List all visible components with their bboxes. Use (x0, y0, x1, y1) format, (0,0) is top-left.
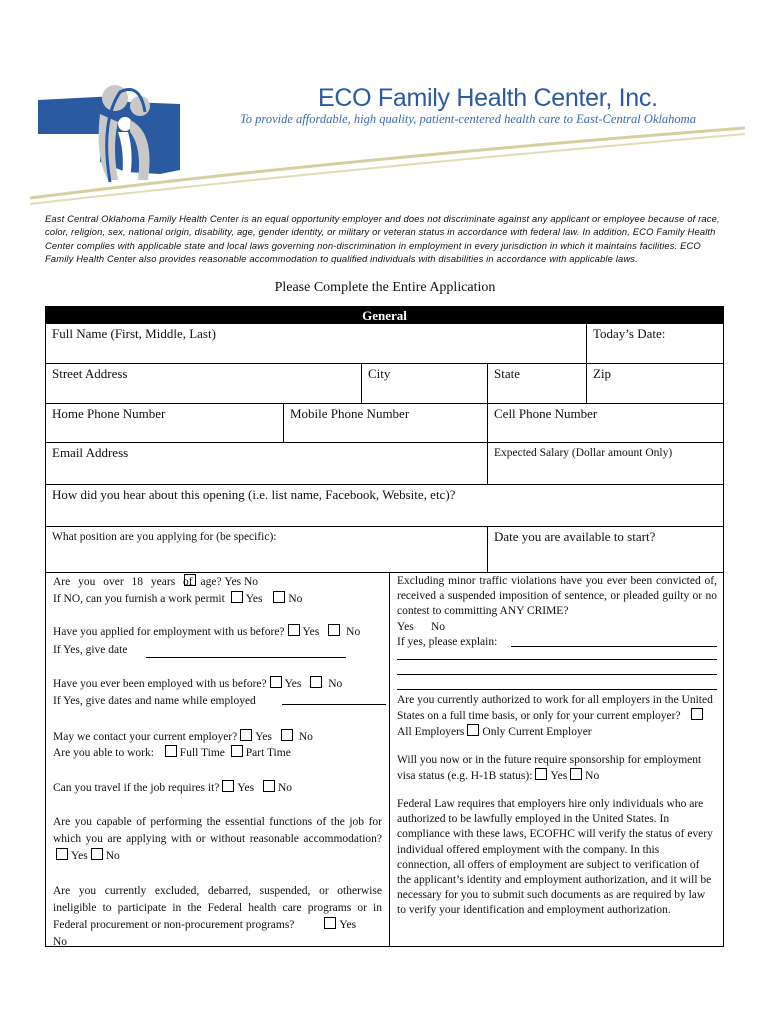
age-label: Are you over 18 years of age? (53, 576, 222, 588)
expected-salary-field[interactable] (488, 443, 723, 485)
contact-yes-checkbox[interactable] (240, 729, 252, 741)
travel-question (53, 780, 388, 796)
sponsorship-question (397, 753, 713, 784)
permit-label: If NO, can you furnish a work permit (53, 593, 225, 605)
street-label: Street Address (52, 366, 128, 381)
employed-dates-line[interactable] (282, 704, 386, 705)
available-date-field[interactable] (488, 527, 723, 573)
street-address-field[interactable] (46, 364, 362, 404)
home-phone-label: Home Phone Number (52, 406, 166, 421)
travel-no-label: No (278, 782, 293, 794)
federal-law-text: Federal Law requires that employers hire only individuals who are authorized to be lawfully employed in the United States. In compliance with these laws, ECOFHC will verify the status of every individual offered employment with the company. In this connection, all offers of employment are subject to verification of the applicant’s identity and employment authorization, and it will be necessary for you to submit such documents as are required by law to verify your identification and employment authorization. (397, 798, 713, 917)
cell-phone-label: Cell Phone Number (494, 406, 598, 421)
todays-date-label: Today’s Date: (593, 326, 666, 341)
org-tagline: To provide affordable, high quality, patient-centered health care to East-Central Oklahoma (240, 112, 696, 126)
home-phone-field[interactable] (46, 404, 284, 443)
essential-yes-checkbox[interactable] (56, 848, 68, 860)
applied-no-checkbox[interactable] (328, 624, 340, 636)
explain-line-2[interactable] (397, 659, 717, 660)
able-to-work-label: Are you able to work: (53, 747, 154, 759)
explain-line-1[interactable] (511, 646, 717, 647)
cell-phone-field[interactable] (488, 404, 723, 443)
excluded-question (53, 883, 382, 951)
contact-employer-question (53, 729, 388, 745)
contact-employer-label: May we contact your current employer? (53, 731, 238, 743)
full-time-label: Full Time (179, 747, 225, 759)
work-permit-question (53, 591, 383, 607)
todays-date-field[interactable] (587, 324, 723, 364)
mobile-phone-field[interactable] (284, 404, 488, 443)
permit-no-label: No (288, 593, 303, 605)
employed-yes-label: Yes (284, 678, 302, 690)
position-field[interactable] (46, 527, 488, 573)
applied-date-line[interactable] (146, 657, 346, 658)
full-name-label: Full Name (First, Middle, Last) (52, 326, 216, 341)
state-field[interactable] (488, 364, 587, 404)
application-form (45, 306, 724, 947)
permit-no-checkbox[interactable] (273, 591, 285, 603)
essential-functions-label: Are you capable of performing the essential functions of the job for which you are applying with or without reasonable accommodation? (53, 816, 382, 845)
employed-before-label: Have you ever been employed with us before? (53, 678, 267, 690)
permit-yes-label: Yes (245, 593, 263, 605)
sponsorship-label: Will you now or in the future require sponsorship for employment visa status (e.g. H-1B status): (397, 754, 702, 783)
position-label: What position are you applying for (be specific): (52, 531, 277, 543)
state-label: State (494, 366, 520, 381)
full-name-field[interactable] (46, 324, 587, 364)
travel-no-checkbox[interactable] (263, 780, 275, 792)
application-title: Please Complete the Entire Application (274, 280, 496, 295)
zip-field[interactable] (587, 364, 723, 404)
travel-label: Can you travel if the job requires it? (53, 782, 220, 794)
employed-dates-label: If Yes, give dates and name while employed (53, 695, 256, 707)
only-current-checkbox[interactable] (467, 724, 479, 736)
salary-label: Expected Salary (Dollar amount Only) (494, 447, 673, 459)
hear-about-field[interactable] (46, 485, 723, 527)
available-label: Date you are available to start? (494, 529, 656, 544)
applied-before-label: Have you applied for employment with us before? (53, 626, 285, 638)
city-label: City (368, 366, 391, 381)
sponsorship-yes-label: Yes (550, 770, 568, 783)
column-divider (389, 573, 390, 947)
zip-label: Zip (593, 366, 612, 381)
part-time-label: Part Time (245, 747, 291, 759)
part-time-checkbox[interactable] (231, 745, 243, 757)
sponsorship-no-label: No (585, 770, 600, 783)
sponsorship-no-checkbox[interactable] (570, 768, 582, 780)
header-swoosh (30, 120, 745, 210)
federal-law-notice (397, 797, 715, 919)
age-checkbox[interactable] (184, 574, 196, 586)
applied-date-label: If Yes, give date (53, 644, 128, 656)
crime-question (397, 574, 717, 619)
essential-no-label: No (105, 850, 120, 862)
age-question (53, 574, 383, 590)
only-current-label: Only Current Employer (482, 726, 592, 739)
travel-yes-label: Yes (237, 782, 255, 794)
travel-yes-checkbox[interactable] (222, 780, 234, 792)
employed-before-question (53, 676, 388, 692)
all-employers-label: All Employers (397, 726, 465, 739)
applied-before-question (53, 624, 388, 640)
applied-no-label: No (346, 626, 361, 638)
applied-yes-checkbox[interactable] (288, 624, 300, 636)
applied-yes-label: Yes (302, 626, 320, 638)
contact-no-label: No (298, 731, 313, 743)
crime-yes-no-label: Yes No (397, 621, 446, 633)
excluded-yes-checkbox[interactable] (324, 917, 336, 929)
applied-date-question (53, 642, 127, 658)
employed-no-label: No (328, 678, 343, 690)
mobile-phone-label: Mobile Phone Number (290, 406, 410, 421)
eeo-statement: East Central Oklahoma Family Health Center is an equal opportunity employer and does not discriminate against any applicant or employee because of race, color, religion, sex, national origin, disability, age, gender identity, or military or veteran status in accordance with federal law. In addition, ECO Family Health Center complies with applicable state and local laws governing non-discrimination in employment in every jurisdiction in which it maintains facilities. ECO Family Health Center also provides reasonable accommodation to qualified individuals with disabilities in accordance with applicable laws. (45, 213, 720, 264)
excluded-no-label[interactable]: No (53, 936, 68, 948)
essential-no-checkbox[interactable] (91, 848, 103, 860)
employed-dates-question (53, 693, 256, 709)
email-label: Email Address (52, 445, 129, 460)
crime-yes-no[interactable] (397, 619, 445, 635)
crime-label: Excluding minor traffic violations have you ever been convicted of, received a suspended imposition of sentence, or pleaded guilty or no contest to committing ANY CRIME? (397, 575, 717, 617)
employed-yes-checkbox[interactable] (270, 676, 282, 688)
contact-yes-label: Yes (255, 731, 272, 743)
explain-line-4[interactable] (397, 689, 717, 690)
section-header-general: General (46, 307, 723, 324)
authorized-question (397, 693, 713, 741)
essential-functions-question (53, 814, 382, 865)
excluded-label: Are you currently excluded, debarred, suspended, or otherwise ineligible to participate in the Federal health care programs or in Federal procurement or non-procurement programs? (53, 885, 382, 931)
all-employers-checkbox[interactable] (691, 708, 703, 720)
permit-yes-checkbox[interactable] (231, 591, 243, 603)
excluded-yes-label: Yes (339, 919, 357, 931)
contact-no-checkbox[interactable] (281, 729, 293, 741)
explain-line-3[interactable] (397, 674, 717, 675)
authorized-label: Are you currently authorized to work for all employers in the United States on a full time basis, or only for your current employer? (397, 694, 713, 723)
full-time-checkbox[interactable] (165, 745, 177, 757)
employed-no-checkbox[interactable] (310, 676, 322, 688)
essential-yes-label: Yes (71, 850, 88, 862)
able-to-work-question (53, 745, 388, 761)
org-name: ECO Family Health Center, Inc. (318, 84, 658, 112)
crime-explain-label: If yes, please explain: (397, 636, 498, 648)
email-field[interactable] (46, 443, 488, 485)
age-yes-no: Yes No (224, 576, 259, 588)
hear-about-label: How did you hear about this opening (i.e. list name, Facebook, Website, etc)? (52, 487, 456, 502)
sponsorship-yes-checkbox[interactable] (535, 768, 547, 780)
city-field[interactable] (362, 364, 488, 404)
crime-explain (397, 634, 497, 650)
